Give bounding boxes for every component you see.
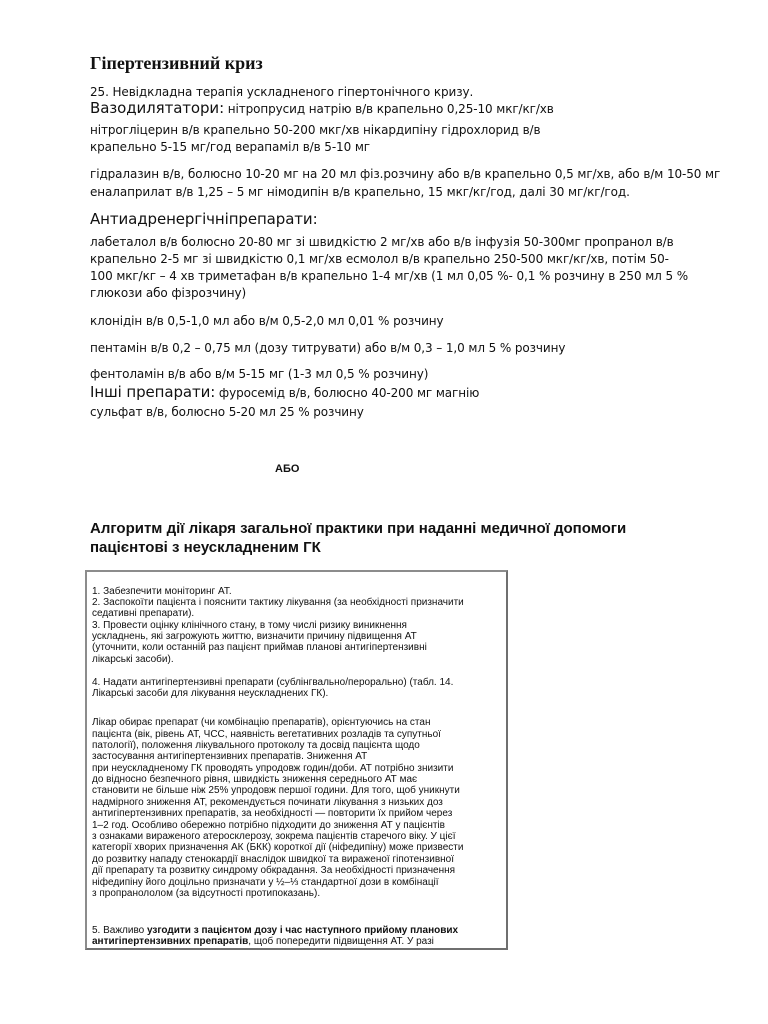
vasodilators-line-5: еналаприлат в/в 1,25 – 5 мг німодипін в/в крапельно, 15 мкг/кг/год, далі 30 мг/кг/год. [90, 185, 630, 199]
antiadrenergic-label: Антиадренергічніпрепарати: [90, 210, 318, 228]
box-line: при неускладненому ГК проводять упродовж годин/доби. АТ потрібно знизити [92, 763, 454, 774]
box-line: (уточнити, коли останній раз пацієнт приймав планові антигіпертензивні [92, 642, 427, 653]
others-line-1 [90, 385, 479, 400]
box-line: антигіпертензивних препаратів, за необхідності — повторити їх прийом через [92, 808, 453, 819]
box-text-bold: узгодити з пацієнтом дозу і час наступного прийому планових [147, 925, 459, 936]
vasodilators-line-1 [90, 101, 554, 116]
antiadrenergic-line-7: фентоламін в/в або в/м 5-15 мг (1-3 мл 0,5 % розчину) [90, 367, 429, 381]
others-label: Інші препарати: [90, 383, 216, 401]
box-text: 5. Важливо [92, 925, 147, 936]
box-line: 3. Провести оцінку клінічного стану, в тому числі ризику виникнення [92, 620, 407, 631]
antiadrenergic-line-1: лабеталол в/в болюсно 20-80 мг зі швидкістю 2 мг/хв або в/в інфузія 50-300мг пропранол в/в [90, 235, 674, 249]
box-line: становити не більше ніж 25% упродовж першої години. Для того, щоб уникнути [92, 785, 460, 796]
algorithm-box [85, 570, 508, 950]
box-line: надмірного зниження АТ, рекомендується починати лікування з низьких доз [92, 797, 443, 808]
box-line: Лікарські засоби для лікування неускладнених ГК). [92, 688, 329, 699]
vasodilators-label: Вазодилятатори: [90, 99, 225, 117]
box-text-bold: антигіпертензивних препаратів [92, 936, 249, 947]
box-line: до розвитку нападу стенокардії внаслідок швидкої та вираженої гіпотензивної [92, 854, 455, 865]
antiadrenergic-line-3: 100 мкг/кг – 4 хв триметафан в/в крапельно 1-4 мг/хв (1 мл 0,05 %- 0,1 % розчину в 250 мл 5 % [90, 269, 688, 283]
algorithm-title: Алгоритм дії лікаря загальної практики при наданні медичної допомоги пацієнтові з неускладненим ГК [90, 520, 627, 556]
box-line: 1–2 год. Особливо обережно потрібно підходити до зниження АТ у пацієнтів [92, 820, 445, 831]
vasodilators-line-2: нітрогліцерин в/в крапельно 50-200 мкг/хв нікардипіну гідрохлорид в/в [90, 123, 541, 137]
box-line: 4. Надати антигіпертензивні препарати (сублінгвально/перорально) (табл. 14. [92, 677, 454, 688]
box-line: лікарські засоби). [92, 654, 174, 665]
box-line: ускладнень, які загрожують життю, визначити причину підвищення АТ [92, 631, 417, 642]
box-line: дії препарату та розвитку синдрому обкрадання. За необхідності призначення [92, 865, 456, 876]
box-line: застосування антигіпертензивних препаратів. Зниження АТ [92, 751, 368, 762]
box-line [92, 925, 458, 936]
box-text: , щоб попередити підвищення АТ. У разі [248, 936, 434, 947]
page-title: Гіпертензивний криз [90, 53, 263, 73]
box-line: патології), положення лікувального протоколу та досвід пацієнта щодо [92, 740, 420, 751]
vasodilators-line-3: крапельно 5-15 мг/год верапаміл в/в 5-10 мг [90, 140, 371, 154]
or-separator: АБО [275, 463, 300, 475]
item-25-heading: 25. Невідкладна терапія ускладненого гіпертонічного кризу. [90, 85, 474, 99]
box-line: пацієнта (вік, рівень АТ, ЧСС, наявність вегетативних розладів та супутньої [92, 729, 441, 740]
others-line-2: сульфат в/в, болюсно 5-20 мл 25 % розчину [90, 405, 364, 419]
vasodilators-line-4: гідралазин в/в, болюсно 10-20 мг на 20 мл фіз.розчину або в/в крапельно 0,5 мг/хв, або в/м 10-50 мг [90, 167, 721, 181]
box-line: з пропранололом (за відсутності протипоказань). [92, 888, 321, 899]
box-line: з ознаками вираженого атеросклерозу, зокрема пацієнтів старечого віку. У цієї [92, 831, 456, 842]
box-line: седативні препарати). [92, 608, 195, 619]
box-line: 2. Заспокоїти пацієнта і пояснити тактику лікування (за необхідності призначити [92, 597, 464, 608]
vasodilators-text-1: нітропрусид натрію в/в крапельно 0,25-10 мкг/кг/хв [224, 102, 554, 116]
antiadrenergic-line-6: пентамін в/в 0,2 – 0,75 мл (дозу титрувати) або в/м 0,3 – 1,0 мл 5 % розчину [90, 341, 566, 355]
antiadrenergic-line-5: клонідін в/в 0,5-1,0 мл або в/м 0,5-2,0 мл 0,01 % розчину [90, 314, 444, 328]
antiadrenergic-line-4: глюкози або фізрозчину) [90, 286, 247, 300]
box-line [92, 936, 434, 947]
box-line: Лікар обирає препарат (чи комбінацію препаратів), орієнтуючись на стан [92, 717, 431, 728]
box-line: до відносно безпечного рівня, швидкість зниження середнього АТ має [92, 774, 418, 785]
box-line: 1. Забезпечити моніторинг АТ. [92, 586, 232, 597]
box-line: ніфедипіну його доцільно призначати у ½–⅓ стандартної дози в комбінації [92, 877, 439, 888]
antiadrenergic-line-2: крапельно 2-5 мг зі швидкістю 0,1 мг/хв есмолол в/в крапельно 250-500 мкг/кг/хв, потім 50- [90, 252, 669, 266]
box-line: категорії хворих призначення АК (БКК) короткої дії (ніфедипіну) може призвести [92, 842, 464, 853]
others-text-1: фуросемід в/в, болюсно 40-200 мг магнію [215, 386, 480, 400]
